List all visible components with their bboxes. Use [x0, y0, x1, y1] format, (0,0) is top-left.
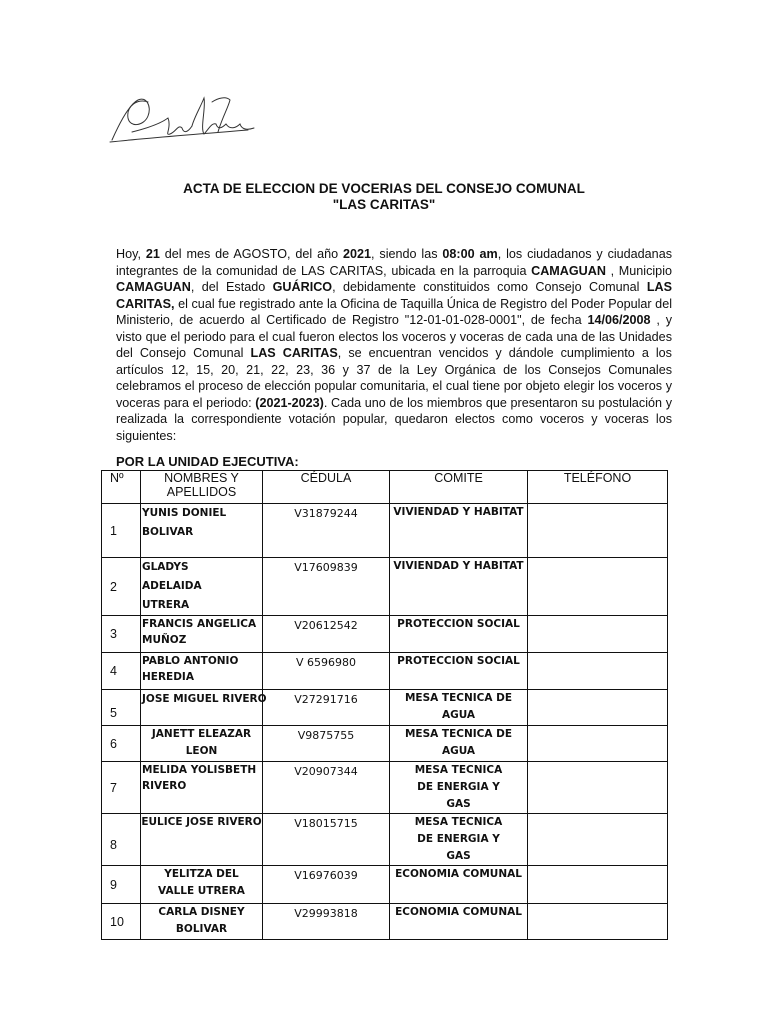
- row-number: 6: [102, 726, 141, 762]
- row-telefono: [528, 814, 668, 866]
- table-row: [102, 558, 668, 616]
- table-row: [102, 904, 668, 940]
- row-telefono: [528, 762, 668, 814]
- row-number: 10: [102, 904, 141, 940]
- text-span: , Municipio: [605, 263, 672, 278]
- row-comite: ECONOMIA COMUNAL: [390, 904, 528, 940]
- row-telefono: [528, 616, 668, 653]
- row-comite: ECONOMIA COMUNAL: [390, 866, 528, 904]
- text-span: . Cada uno de los miembros que presentaron su postulación y realizada la correspondiente votación popular, quedaron electos como voceros y voceras los siguientes:: [116, 395, 672, 443]
- row-comite: MESA TECNICA DE AGUA: [390, 726, 528, 762]
- row-number: 1: [102, 504, 141, 558]
- year-value: 2021: [342, 247, 372, 261]
- header-telefono: TELÉFONO: [528, 471, 668, 504]
- row-comite: VIVIENDAD Y HABITAT: [390, 558, 528, 616]
- table-row: [102, 814, 668, 866]
- periodo-value: (2021-2023): [255, 395, 324, 410]
- row-cedula: V9875755: [263, 726, 390, 762]
- row-name: CARLA DISNEY BOLIVAR: [141, 904, 263, 940]
- time-value: 08:00 am: [442, 247, 498, 261]
- row-comite: MESA TECNICA DE ENERGIA Y GAS: [390, 814, 528, 866]
- row-number: 3: [102, 616, 141, 653]
- row-number: 2: [102, 558, 141, 616]
- row-cedula: V16976039: [263, 866, 390, 904]
- table-row: [102, 616, 668, 653]
- row-cedula: V29993818: [263, 904, 390, 940]
- header-cedula: CÉDULA: [263, 471, 390, 504]
- table-row: [102, 504, 668, 558]
- signature-image: [108, 88, 258, 150]
- row-cedula: V 6596980: [263, 653, 390, 690]
- row-name: EULICE JOSE RIVERO: [141, 814, 263, 866]
- text-span: del mes de AGOSTO, del año: [159, 247, 343, 261]
- row-telefono: [528, 653, 668, 690]
- row-cedula: V27291716: [263, 690, 390, 726]
- voceros-table: [101, 470, 668, 940]
- table-header-row: [102, 471, 668, 504]
- row-number: 5: [102, 690, 141, 726]
- text-span: , siendo las: [371, 247, 443, 261]
- row-name: GLADYS ADELAIDA UTRERA: [141, 558, 263, 616]
- row-cedula: V20612542: [263, 616, 390, 653]
- header-no: Nº: [102, 471, 141, 504]
- estado-value: GUÁRICO: [272, 280, 333, 294]
- text-span: Hoy,: [116, 247, 146, 261]
- row-name: FRANCIS ANGELICA MUÑOZ: [141, 616, 263, 653]
- row-number: 4: [102, 653, 141, 690]
- row-telefono: [528, 690, 668, 726]
- title-line-1: ACTA DE ELECCION DE VOCERIAS DEL CONSEJO COMUNAL: [183, 181, 585, 196]
- table-row: [102, 690, 668, 726]
- text-span: , los ciudadanos y ciudadanas integrantes de la comunidad de LAS CARITAS, ubicada en la parroquia: [116, 247, 672, 278]
- row-comite: PROTECCION SOCIAL: [390, 653, 528, 690]
- row-cedula: V31879244: [263, 504, 390, 558]
- table-row: [102, 726, 668, 762]
- table-row: [102, 762, 668, 814]
- row-name: YUNIS DONIEL BOLIVAR: [141, 504, 263, 558]
- row-cedula: V20907344: [263, 762, 390, 814]
- text-span: , debidamente constituidos como Consejo Comunal: [332, 280, 647, 294]
- row-number: 9: [102, 866, 141, 904]
- row-comite: PROTECCION SOCIAL: [390, 616, 528, 653]
- municipio-value: CAMAGUAN: [116, 280, 191, 294]
- row-name: JOSE MIGUEL RIVERO: [141, 690, 263, 726]
- body-paragraph: [116, 246, 672, 444]
- header-comite: COMITE: [390, 471, 528, 504]
- text-span: , se encuentran vencidos y dándole cumplimiento a los artículos 12, 15, 20, 21, 22, 23, 36 y 37 de la Ley Orgánica de los Consejos Comunales celebramos el proceso de elección popular comunitaria, el cual tiene por objeto elegir los voceros y voceras para el periodo:: [116, 346, 672, 410]
- row-telefono: [528, 726, 668, 762]
- row-name: PABLO ANTONIO HEREDIA: [141, 653, 263, 690]
- text-span: , del Estado: [190, 280, 273, 294]
- day-value: 21: [145, 247, 160, 261]
- row-cedula: V17609839: [263, 558, 390, 616]
- consejo-name: LAS CARITAS: [250, 346, 338, 360]
- row-cedula: V18015715: [263, 814, 390, 866]
- row-number: 7: [102, 762, 141, 814]
- row-telefono: [528, 904, 668, 940]
- text-span: , y visto que el periodo para el cual fueron electos los voceros y voceras de cada una de las Unidades del Consejo Comunal: [116, 313, 672, 360]
- row-telefono: [528, 866, 668, 904]
- row-name: MELIDA YOLISBETH RIVERO: [141, 762, 263, 814]
- document-title: [0, 181, 768, 213]
- title-line-2: "LAS CARITAS": [332, 197, 436, 212]
- text-span: el cual fue registrado ante la Oficina de Taquilla Única de Registro del Poder Popular del Ministerio, de acuerdo al Certificado de Registro "12-01-01-028-0001", de fecha: [116, 296, 672, 327]
- row-number: 8: [102, 814, 141, 866]
- registro-date: 14/06/2008: [587, 313, 651, 327]
- row-name: JANETT ELEAZAR LEON: [141, 726, 263, 762]
- consejo-name: LAS CARITAS,: [116, 280, 673, 311]
- section-heading: POR LA UNIDAD EJECUTIVA:: [116, 454, 299, 469]
- row-name: YELITZA DEL VALLE UTRERA: [141, 866, 263, 904]
- parroquia-value: CAMAGUAN: [531, 263, 606, 278]
- row-comite: MESA TECNICA DE ENERGIA Y GAS: [390, 762, 528, 814]
- header-nombres: NOMBRES Y APELLIDOS: [141, 471, 263, 504]
- row-comite: VIVIENDAD Y HABITAT: [390, 504, 528, 558]
- table-row: [102, 653, 668, 690]
- row-comite: MESA TECNICA DE AGUA: [390, 690, 528, 726]
- row-telefono: [528, 558, 668, 616]
- row-telefono: [528, 504, 668, 558]
- table-row: [102, 866, 668, 904]
